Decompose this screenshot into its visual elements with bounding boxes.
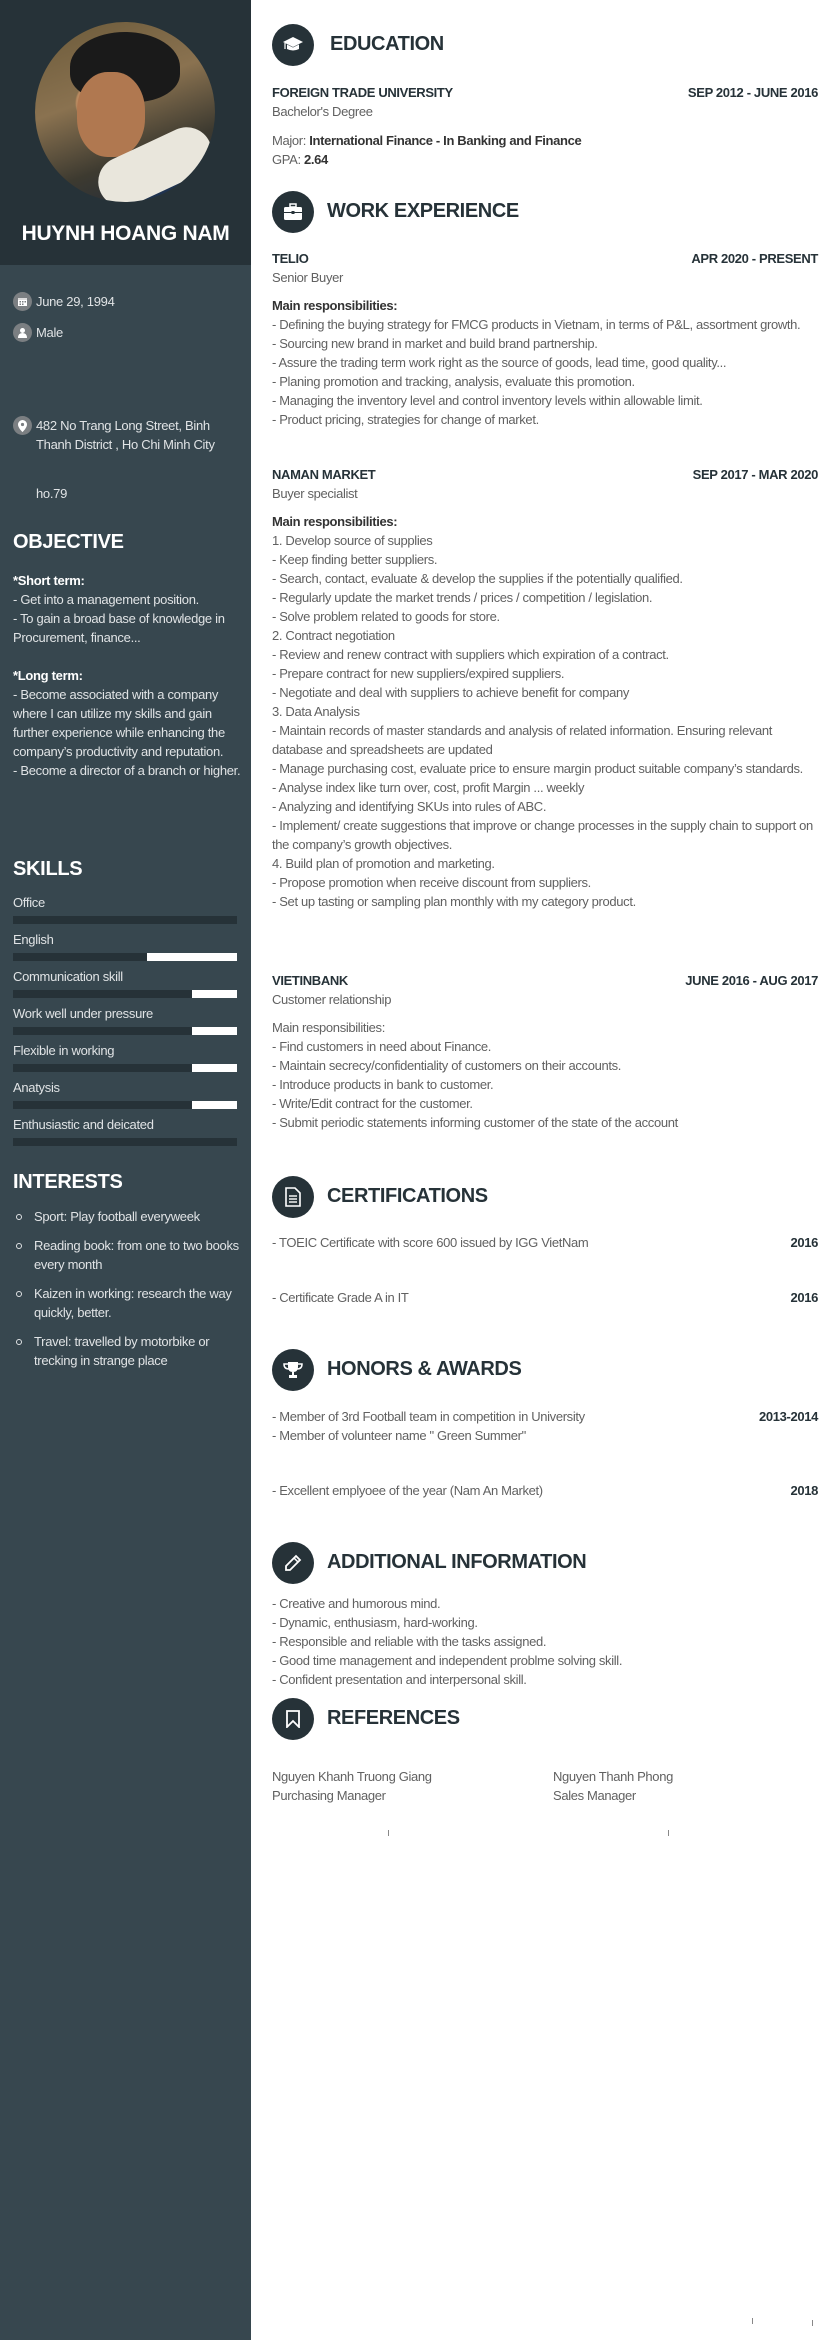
award-text: - Excellent emplyoee of the year (Nam An Market): [272, 1483, 543, 1498]
responsibility-line: - Regularly update the market trends / prices / competition / legislation.: [272, 590, 653, 605]
interest-item: Reading book: from one to two books every month: [13, 1236, 243, 1274]
interest-item: Sport: Play football everyweek: [13, 1207, 243, 1226]
spacer: [272, 503, 818, 512]
birthday: June 29, 1994: [36, 294, 115, 309]
skill-bar: [13, 1064, 237, 1072]
briefcase-icon: [272, 191, 314, 233]
responsibility-line: 4. Build plan of promotion and marketing.: [272, 856, 495, 871]
major: International Finance - In Banking and Finance: [309, 133, 582, 148]
interests-heading: INTERESTS: [13, 1171, 123, 1193]
award-text: - Member of volunteer name " Green Summer": [272, 1428, 526, 1443]
additional-line: - Confident presentation and interpersonal skill.: [272, 1672, 527, 1687]
references-heading: REFERENCES: [327, 1707, 460, 1729]
additional-line: - Responsible and reliable with the tasks assigned.: [272, 1634, 547, 1649]
objective-line: - To gain a broad base of knowledge in Procurement, finance...: [13, 611, 225, 645]
responsibility-line: - Analyzing and identifying SKUs into rules of ABC.: [272, 799, 547, 814]
responsibility-line: - Find customers in need about Finance.: [272, 1039, 492, 1054]
certification-text: - TOEIC Certificate with score 600 issued by IGG VietNam: [272, 1235, 589, 1250]
objective-line: - Get into a management position.: [13, 592, 199, 607]
certifications-heading: CERTIFICATIONS: [327, 1185, 488, 1207]
reference-title: Purchasing Manager: [272, 1788, 386, 1803]
certification-year: 2016: [790, 1235, 818, 1250]
award-item: [272, 1481, 818, 1500]
job-dates: SEP 2017 - MAR 2020: [692, 467, 818, 482]
pencil-icon: [272, 1542, 314, 1584]
spacer: [272, 1009, 818, 1018]
company-name: NAMAN MARKET: [272, 467, 376, 482]
company-name: VIETINBANK: [272, 973, 348, 988]
major-label: Major:: [272, 133, 310, 148]
divider-mark: [388, 1830, 389, 1836]
responsibility-line: - Submit periodic statements informing customer of the state of the account: [272, 1115, 678, 1130]
trophy-icon: [272, 1349, 314, 1391]
additional-line: - Dynamic, enthusiasm, hard-working.: [272, 1615, 478, 1630]
additional-line: - Good time management and independent problme solving skill.: [272, 1653, 623, 1668]
responsibility-line: - Managing the inventory level and control inventory levels within allowable limit.: [272, 393, 703, 408]
certification-item: [272, 1288, 818, 1307]
spacer: [272, 287, 818, 296]
sidebar: [0, 0, 251, 2340]
responsibility-line: 1. Develop source of supplies: [272, 533, 433, 548]
additional-line: - Creative and humorous mind.: [272, 1596, 441, 1611]
responsibility-line: - Write/Edit contract for the customer.: [272, 1096, 473, 1111]
gender-row: [13, 323, 63, 342]
skill-label: Communication skill: [13, 969, 123, 984]
skill-bar-fill: [13, 1064, 192, 1072]
education-entry: [272, 83, 818, 169]
document-icon: [272, 1176, 314, 1218]
degree: Bachelor's Degree: [272, 104, 373, 119]
long-term-label: *Long term:: [13, 668, 83, 683]
skill-label: Office: [13, 895, 45, 910]
responsibility-line: - Planing promotion and tracking, analysis, evaluate this promotion.: [272, 374, 635, 389]
responsibility-line: - Set up tasting or sampling plan monthly with my category product.: [272, 894, 636, 909]
responsibility-line: - Analyse index like turn over, cost, profit Margin ... weekly: [272, 780, 585, 795]
address: 482 No Trang Long Street, Binh Thanh District , Ho Chi Minh City: [36, 418, 215, 452]
short-term-label: *Short term:: [13, 573, 85, 588]
skill-bar: [13, 990, 237, 998]
skill-label: Enthusiastic and deicated: [13, 1117, 154, 1132]
skill-label: Work well under pressure: [13, 1006, 153, 1021]
job-role: Buyer specialist: [272, 486, 358, 501]
reference-title: Sales Manager: [553, 1788, 636, 1803]
skill-bar-fill: [13, 953, 147, 961]
responsibility-line: - Maintain records of master standards and analysis of related information. Ensuring relevant database and spreadsheets are updated: [272, 723, 772, 757]
skill-bar-fill: [13, 1138, 237, 1146]
responsibility-line: - Prepare contract for new suppliers/expired suppliers.: [272, 666, 565, 681]
job-role: Customer relationship: [272, 992, 392, 1007]
reference-name: Nguyen Khanh Truong Giang: [272, 1769, 432, 1784]
skill-bar-fill: [13, 1027, 192, 1035]
responsibility-line: - Assure the trading term work right as the source of goods, lead time, good quality...: [272, 355, 727, 370]
interest-item: Travel: travelled by motorbike or trecking in strange place: [13, 1332, 243, 1370]
skill-bar: [13, 1138, 237, 1146]
map-pin-icon: [13, 416, 32, 435]
job-role: Senior Buyer: [272, 270, 343, 285]
responsibility-line: - Negotiate and deal with suppliers to achieve benefit for company: [272, 685, 630, 700]
skill-bar: [13, 916, 237, 924]
certification-text: - Certificate Grade A in IT: [272, 1290, 409, 1305]
responsibility-line: - Implement/ create suggestions that improve or change processes in the supply chain to support on the company’s growth objectives.: [272, 818, 813, 852]
skill-label: English: [13, 932, 54, 947]
education-dates: SEP 2012 - JUNE 2016: [687, 85, 818, 100]
education-heading: EDUCATION: [330, 33, 444, 55]
job-header: [272, 971, 818, 990]
responsibility-line: - Solve problem related to goods for store.: [272, 609, 500, 624]
responsibility-line: - Manage purchasing cost, evaluate price to ensure margin product suitable company’s standards.: [272, 761, 803, 776]
additional-list: [272, 1594, 818, 1689]
reference-item: [553, 1767, 813, 1805]
responsibility-line: - Sourcing new brand in market and build brand partnership.: [272, 336, 598, 351]
objective-heading: OBJECTIVE: [13, 531, 124, 553]
reference-item: [272, 1767, 532, 1805]
award-year: 2018: [790, 1483, 818, 1498]
gender: Male: [36, 325, 63, 340]
calendar-icon: [13, 292, 32, 311]
job-entry: [272, 249, 818, 429]
skill-bar: [13, 1101, 237, 1109]
responsibility-line: - Introduce products in bank to customer.: [272, 1077, 494, 1092]
reference-name: Nguyen Thanh Phong: [553, 1769, 673, 1784]
job-dates: JUNE 2016 - AUG 2017: [685, 973, 818, 988]
school-name: FOREIGN TRADE UNIVERSITY: [272, 85, 453, 100]
gpa-label: GPA:: [272, 152, 304, 167]
award-year: 2013-2014: [758, 1409, 818, 1424]
responsibility-line: - Propose promotion when receive discount from suppliers.: [272, 875, 591, 890]
main-content: [272, 0, 818, 2340]
objective-line: - Become associated with a company where I can utilize my skills and gain further experience while enhancing the company’s productivity and reputation.: [13, 687, 225, 759]
interests-list: [13, 1207, 243, 1380]
profile-name: HUYNH HOANG NAM: [21, 222, 230, 245]
skill-bar: [13, 1027, 237, 1035]
address-row: [13, 416, 243, 454]
responsibility-line: 2. Contract negotiation: [272, 628, 395, 643]
skills-heading: SKILLS: [13, 858, 83, 880]
skill-label: Flexible in working: [13, 1043, 115, 1058]
profile-photo: [35, 22, 215, 202]
additional-heading: ADDITIONAL INFORMATION: [327, 1551, 587, 1573]
skill-bar-fill: [13, 990, 192, 998]
responsibility-line: - Defining the buying strategy for FMCG products in Vietnam, in terms of P&L, assortment growth.: [272, 317, 801, 332]
job-header: [272, 249, 818, 268]
skill-bar-fill: [13, 916, 237, 924]
responsibility-line: - Maintain secrecy/confidentiality of customers on their accounts.: [272, 1058, 622, 1073]
job-dates: APR 2020 - PRESENT: [691, 251, 818, 266]
certification-item: [272, 1233, 818, 1252]
responsibility-line: - Search, contact, evaluate & develop the supplies if the potentially qualified.: [272, 571, 683, 586]
divider-mark: [668, 1830, 669, 1836]
profile-header: [0, 0, 251, 265]
company-name: TELIO: [272, 251, 309, 266]
job-header: [272, 465, 818, 484]
responsibility-line: - Keep finding better suppliers.: [272, 552, 438, 567]
objective-body: [13, 571, 243, 780]
award-text: - Member of 3rd Football team in competition in University: [272, 1409, 585, 1424]
job-entry: [272, 971, 818, 1132]
contact-extra[interactable]: ho.79: [36, 486, 68, 501]
responsibility-line: - Product pricing, strategies for change of market.: [272, 412, 539, 427]
graduation-cap-icon: [272, 24, 314, 66]
awards-heading: HONORS & AWARDS: [327, 1358, 522, 1380]
user-icon: [13, 323, 32, 342]
bookmark-icon: [272, 1698, 314, 1740]
divider-mark: [752, 2318, 753, 2324]
responsibilities-label: Main responsibilities:: [272, 514, 398, 529]
work-heading: WORK EXPERIENCE: [327, 200, 519, 222]
job-entry: [272, 465, 818, 911]
divider-mark: [812, 2320, 813, 2326]
certification-year: 2016: [790, 1290, 818, 1305]
award-item: [272, 1407, 818, 1445]
interest-item: Kaizen in working: research the way quickly, better.: [13, 1284, 243, 1322]
gpa: 2.64: [303, 152, 328, 167]
responsibilities-label: Main responsibilities:: [272, 298, 398, 313]
birthday-row: [13, 292, 115, 311]
objective-line: - Become a director of a branch or higher.: [13, 763, 241, 778]
responsibilities-label: Main responsibilities:: [272, 1020, 385, 1035]
responsibility-line: 3. Data Analysis: [272, 704, 360, 719]
skill-bar: [13, 953, 237, 961]
skill-bar-fill: [13, 1101, 192, 1109]
skill-label: Anatysis: [13, 1080, 60, 1095]
responsibility-line: - Review and renew contract with suppliers which expiration of a contract.: [272, 647, 669, 662]
